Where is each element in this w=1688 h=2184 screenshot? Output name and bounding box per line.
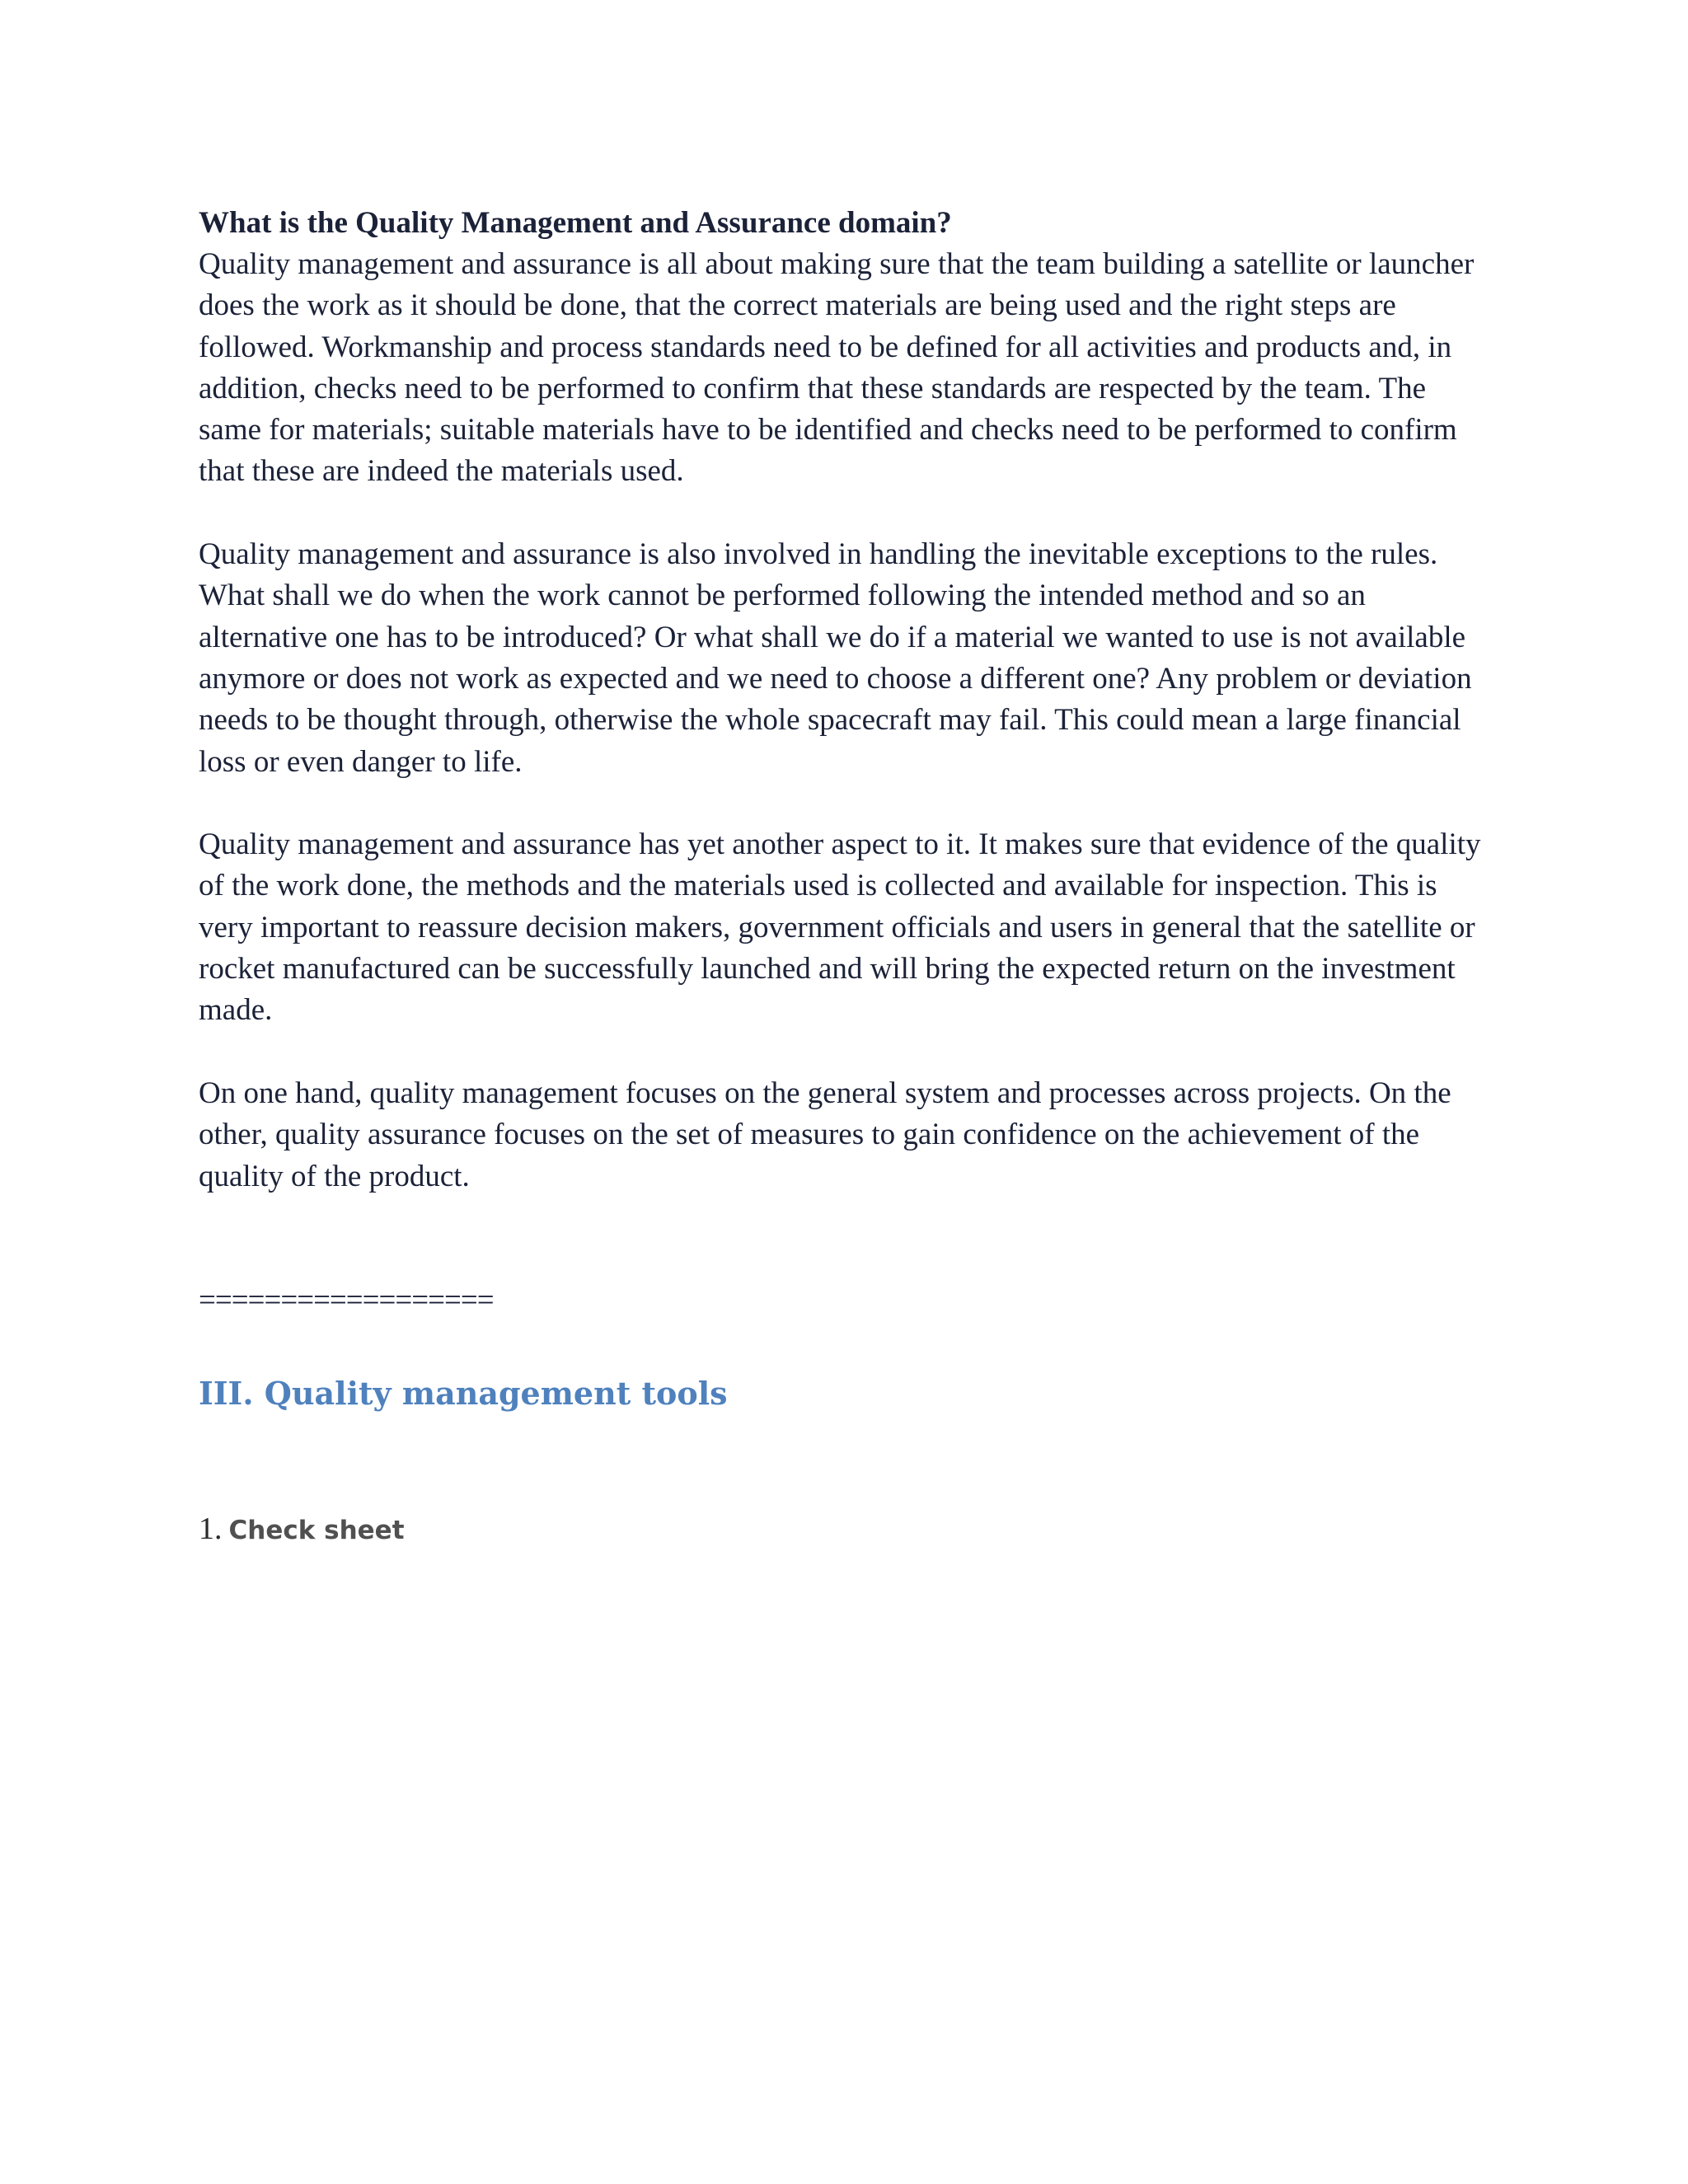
document-body — [199, 203, 1484, 1560]
separator-line: ================== — [199, 1282, 494, 1317]
list-item-check-sheet — [199, 1504, 1484, 1560]
paragraph-2: Quality management and assurance is also involved in handling the inevitable exceptions to the rules. What shall we do when the work cannot be performed following the intended method and so an alternative one has to be introduced? Or what shall we do if a material we wanted to use is not available anymore or does not work as expected and we need to choose a different one? Any problem or deviation needs to be thought through, otherwise the whole spacecraft may fail. This could mean a large financial loss or even danger to life. — [199, 537, 1472, 779]
list-item-number: 1. — [199, 1511, 223, 1546]
question-heading: What is the Quality Management and Assurance domain? — [199, 206, 952, 240]
paragraph-3: Quality management and assurance has yet another aspect to it. It makes sure that evidence of the quality of the work done, the methods and the materials used is collected and available for inspection. This is very important to reassure decision makers, government officials and users in general that the satellite or rocket manufactured can be successfully launched and will bring the expected return on the investment made. — [199, 827, 1481, 1028]
paragraph-4: On one hand, quality management focuses on the general system and processes across projects. On the other, quality assurance focuses on the set of measures to gain confidence on the achievement of the quality of the product. — [199, 1076, 1451, 1193]
section-heading: III. Quality management tools — [199, 1374, 728, 1412]
paragraph-1: Quality management and assurance is all about making sure that the team building a satellite or launcher does the work as it should be done, that the correct materials are being used and the right steps are followed. Workmanship and process standards need to be defined for all activities and products and, in addition, checks need to be performed to confirm that these standards are respected by the team. The same for materials; suitable materials have to be identified and checks need to be performed to confirm that these are indeed the materials used. — [199, 247, 1475, 489]
list-item-label: Check sheet — [228, 1515, 405, 1545]
